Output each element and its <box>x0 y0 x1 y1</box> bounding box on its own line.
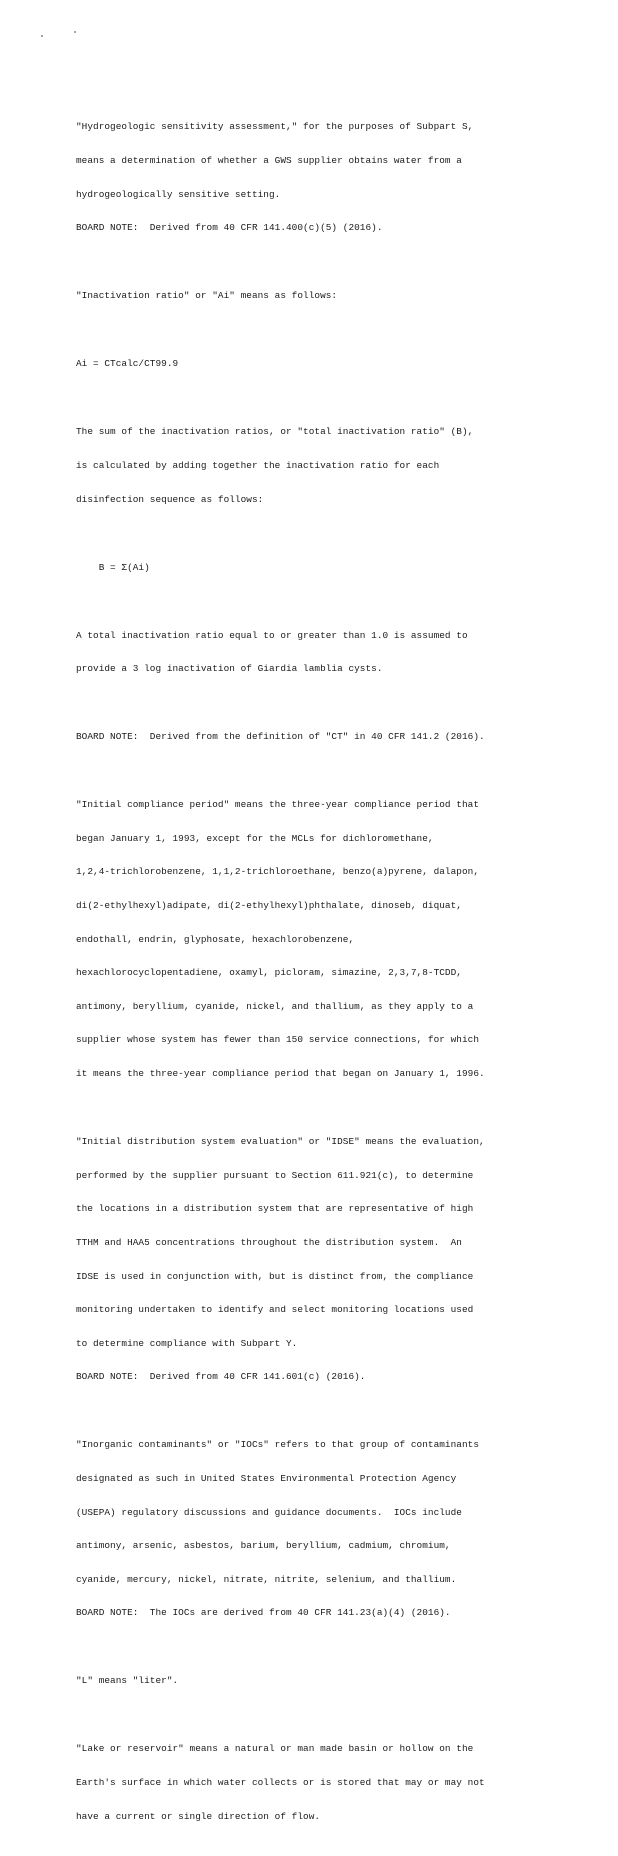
definition-hydrogeologic-sensitivity: "Hydrogeologic sensitivity assessment," for the purposes of Subpart S, means a determination of whether a GWS supplier obtains water from a hydrogeologically sensitive setting. BOARD NOTE: Derived from 40 CFR 141.400(c)(5) (2016). <box>76 121 474 234</box>
scan-speck <box>74 31 76 33</box>
total-inactivation-ratio-text: The sum of the inactivation ratios, or "total inactivation ratio" (B), is calculated by adding together the inactivation ratio for each disinfection sequence as follows: <box>76 426 474 505</box>
definition-lake-or-reservoir: "Lake or reservoir" means a natural or man made basin or hollow on the Earth's surface in which water collects or is stored that may or may not have a current or single direction of flow. <box>76 1743 485 1822</box>
inactivation-threshold-text: A total inactivation ratio equal to or greater than 1.0 is assumed to provide a 3 log inactivation of Giardia lamblia cysts. <box>76 629 468 675</box>
board-note-ct: BOARD NOTE: Derived from the definition of "CT" in 40 CFR 141.2 (2016). <box>76 731 485 743</box>
definition-idse: "Initial distribution system evaluation" or "IDSE" means the evaluation, performed by the supplier pursuant to Section 611.921(c), to determine the locations in a distribution system that are representative of high TTHM and HAA5 concentrations throughout the distribution system. An IDSE is used in conjunction with, but is distinct from, the compliance monitoring undertaken to identify and select monitoring locations used to determine compliance with Subpart Y. BOARD NOTE: Derived from 40 CFR 141.601(c) (2016). <box>76 1136 485 1383</box>
definition-inactivation-ratio: "Inactivation ratio" or "Ai" means as follows: <box>76 290 338 302</box>
formula-b: B = Σ(Ai) <box>76 561 150 573</box>
definition-inorganic-contaminants: "Inorganic contaminants" or "IOCs" refers to that group of contaminants designated as such in United States Environmental Protection Agency (USEPA) regulatory discussions and guidance documents. IOCs include antimony, arsenic, asbestos, barium, beryllium, cadmium, chromium, cyanide, mercury, nickel, nitrate, nitrite, selenium, and thallium. BOARD NOTE: The IOCs are derived from 40 CFR 141.23(a)(4) (2016). <box>76 1439 479 1619</box>
definition-liter: "L" means "liter". <box>76 1675 179 1687</box>
formula-ai: Ai = CTcalc/CT99.9 <box>76 358 179 370</box>
definition-initial-compliance-period: "Initial compliance period" means the three-year compliance period that began January 1, 1993, except for the MCLs for dichloromethane, 1,2,4-trichlorobenzene, 1,1,2-trichloroethane, benzo(a)pyrene, dalapon, di(2-ethylhexyl)adipate, di(2-ethylhexyl)phthalate, dinoseb, diquat, endothall, endrin, glyphosate, hexachlorobenzene, hexachlorocyclopentadiene, oxamyl, picloram, simazine, 2,3,7,8-TCDD, antimony, beryllium, cyanide, nickel, and thallium, as they apply to a supplier whose system has fewer than 150 service connections, for which it means the three-year compliance period that began on January 1, 1996. <box>76 799 485 1080</box>
document-body <box>76 99 546 1856</box>
scan-speck <box>41 35 43 37</box>
